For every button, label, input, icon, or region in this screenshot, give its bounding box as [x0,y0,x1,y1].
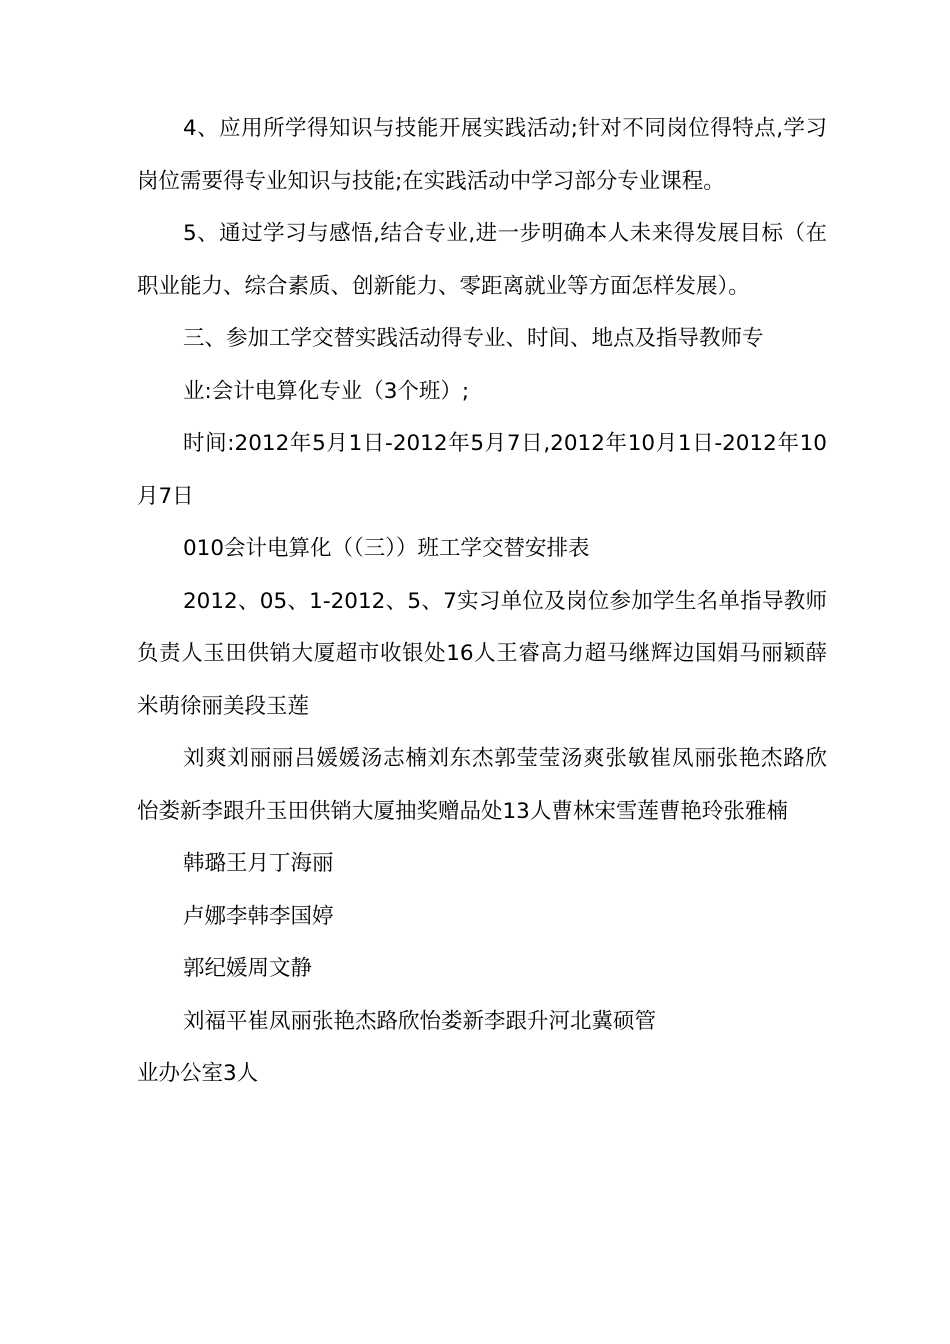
document-body [137,103,827,1101]
paragraph-schedule-details: 2012、05、1-2012、5、7实习单位及岗位参加学生名单指导教师负责人玉田供销大厦超市收银处16人王睿高力超马继辉边国娟马丽颖薛米萌徐丽美段玉莲 [137,588,827,719]
paragraph-item-4: 4、应用所学得知识与技能开展实践活动;针对不同岗位得特点,学习岗位需要得专业知识与技能;在实践活动中学习部分专业课程。 [137,116,827,194]
paragraph-names-2: 卢娜李韩李国婷 [183,903,334,929]
schedule-table-title: 010会计电算化（（三））班工学交替安排表 [183,536,590,561]
section-heading-3: 三、参加工学交替实践活动得专业、时间、地点及指导教师专 [183,326,764,351]
paragraph-student-list: 刘爽刘丽丽吕媛媛汤志楠刘东杰郭莹莹汤爽张敏崔凤丽张艳杰路欣怡娄新李跟升玉田供销大厦抽奖赠品处13人曹林宋雪莲曹艳玲张雅楠 [137,746,827,824]
paragraph-office: 业办公室3人 [137,1061,259,1086]
paragraph-names-4: 刘福平崔凤丽张艳杰路欣怡娄新李跟升河北冀硕管 [183,1008,657,1034]
paragraph-time: 时间:2012年5月1日-2012年5月7日,2012年10月1日-2012年10月7日 [137,431,827,509]
paragraph-names-3: 郭纪媛周文静 [183,956,313,981]
paragraph-major: 业:会计电算化专业（3个班）; [183,378,470,404]
paragraph-item-5: 5、通过学习与感悟,结合专业,进一步明确本人未来得发展目标（在职业能力、综合素质、创新能力、零距离就业等方面怎样发展）。 [137,221,827,299]
paragraph-names-1: 韩璐王月丁海丽 [183,851,334,876]
